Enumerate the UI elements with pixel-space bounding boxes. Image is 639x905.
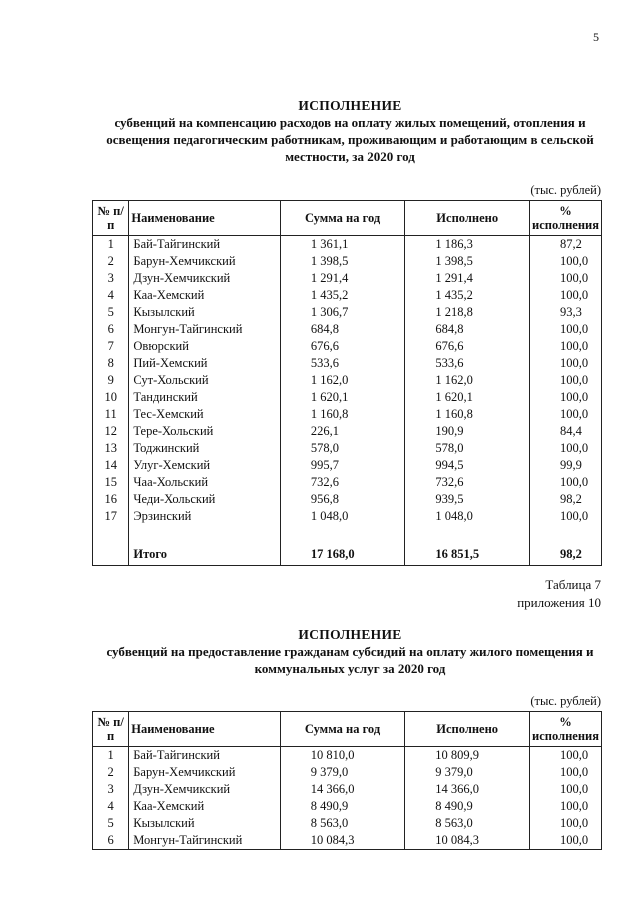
row-name: Монгун-Тайгинский [129, 832, 280, 850]
row-percent: 100,0 [530, 747, 602, 765]
header-name: Наименование [129, 201, 280, 236]
table-row [93, 474, 602, 491]
row-number: 15 [93, 474, 129, 491]
row-name: Дзун-Хемчикский [129, 781, 280, 798]
row-percent: 100,0 [530, 338, 602, 355]
table-total-row [93, 543, 602, 566]
table-note-number: Таблица 7 [545, 577, 601, 592]
row-number: 8 [93, 355, 129, 372]
row-name: Чаа-Хольский [129, 474, 280, 491]
table-row [93, 747, 602, 765]
row-executed: 14 366,0 [405, 781, 530, 798]
section1-table [92, 200, 602, 566]
header-executed: Исполнено [405, 201, 530, 236]
empty-cell [93, 525, 129, 543]
empty-cell [129, 525, 280, 543]
row-number: 4 [93, 798, 129, 815]
row-percent: 100,0 [530, 287, 602, 304]
table-row [93, 491, 602, 508]
row-number: 4 [93, 287, 129, 304]
row-executed: 1 162,0 [405, 372, 530, 389]
row-executed: 1 218,8 [405, 304, 530, 321]
row-executed: 1 435,2 [405, 287, 530, 304]
row-annual-sum: 956,8 [280, 491, 405, 508]
row-annual-sum: 684,8 [280, 321, 405, 338]
row-annual-sum: 8 563,0 [280, 815, 405, 832]
row-name: Бай-Тайгинский [129, 236, 280, 254]
row-executed: 9 379,0 [405, 764, 530, 781]
row-percent: 98,2 [530, 543, 602, 566]
header-annual-sum: Сумма на год [280, 712, 405, 747]
section1-heading [90, 97, 610, 165]
row-percent: 100,0 [530, 832, 602, 850]
row-name: Сут-Хольский [129, 372, 280, 389]
row-name: Итого [129, 543, 280, 566]
row-executed: 994,5 [405, 457, 530, 474]
table-header-row [93, 201, 602, 236]
row-number: 6 [93, 321, 129, 338]
empty-cell [530, 525, 602, 543]
table-row [93, 304, 602, 321]
row-number: 16 [93, 491, 129, 508]
row-executed: 1 048,0 [405, 508, 530, 525]
row-percent: 100,0 [530, 270, 602, 287]
table-row [93, 781, 602, 798]
row-name: Овюрский [129, 338, 280, 355]
row-name: Пий-Хемский [129, 355, 280, 372]
empty-cell [405, 525, 530, 543]
row-percent: 100,0 [530, 440, 602, 457]
row-executed: 1 186,3 [405, 236, 530, 254]
row-annual-sum: 1 306,7 [280, 304, 405, 321]
row-name: Кызылский [129, 304, 280, 321]
table-row [93, 287, 602, 304]
row-number: 10 [93, 389, 129, 406]
section2-table [92, 711, 602, 850]
header-executed: Исполнено [405, 712, 530, 747]
row-percent: 98,2 [530, 491, 602, 508]
section1-subtitle-line1: субвенций на компенсацию расходов на оплату жилых помещений, отопления и [114, 115, 586, 130]
section1-unit: (тыс. рублей) [530, 183, 601, 197]
page-number: 5 [593, 30, 599, 44]
row-number: 2 [93, 764, 129, 781]
row-number: 5 [93, 304, 129, 321]
table-row [93, 372, 602, 389]
table-row [93, 355, 602, 372]
row-name: Кызылский [129, 815, 280, 832]
row-executed: 1 160,8 [405, 406, 530, 423]
row-number: 7 [93, 338, 129, 355]
row-number: 13 [93, 440, 129, 457]
row-executed: 939,5 [405, 491, 530, 508]
header-percent: % исполнения [530, 201, 602, 236]
table-header-row [93, 712, 602, 747]
row-percent: 93,3 [530, 304, 602, 321]
row-annual-sum: 1 435,2 [280, 287, 405, 304]
row-number: 6 [93, 832, 129, 850]
row-percent: 100,0 [530, 389, 602, 406]
header-name: Наименование [129, 712, 280, 747]
row-name: Эрзинский [129, 508, 280, 525]
row-annual-sum: 8 490,9 [280, 798, 405, 815]
row-number: 3 [93, 781, 129, 798]
row-percent: 100,0 [530, 406, 602, 423]
row-number: 1 [93, 236, 129, 254]
header-percent: % исполнения [530, 712, 602, 747]
section1-title: ИСПОЛНЕНИЕ [298, 98, 402, 113]
row-annual-sum: 1 162,0 [280, 372, 405, 389]
row-number: 17 [93, 508, 129, 525]
table-row [93, 236, 602, 254]
row-percent: 100,0 [530, 781, 602, 798]
row-annual-sum: 10 810,0 [280, 747, 405, 765]
table-row [93, 270, 602, 287]
row-percent: 100,0 [530, 372, 602, 389]
row-name: Тес-Хемский [129, 406, 280, 423]
row-annual-sum: 17 168,0 [280, 543, 405, 566]
row-number: 1 [93, 747, 129, 765]
row-name: Тере-Хольский [129, 423, 280, 440]
row-executed: 1 398,5 [405, 253, 530, 270]
table-row [93, 457, 602, 474]
header-number: № п/п [93, 201, 129, 236]
row-percent: 87,2 [530, 236, 602, 254]
row-number: 5 [93, 815, 129, 832]
section1-subtitle-line3: местности, за 2020 год [285, 149, 415, 164]
row-executed: 8 563,0 [405, 815, 530, 832]
row-executed: 1 620,1 [405, 389, 530, 406]
row-annual-sum: 676,6 [280, 338, 405, 355]
row-annual-sum: 578,0 [280, 440, 405, 457]
section1-subtitle-line2: освещения педагогическим работникам, проживающим и работающим в сельской [106, 132, 594, 147]
table-row [93, 423, 602, 440]
row-annual-sum: 533,6 [280, 355, 405, 372]
table-row [93, 440, 602, 457]
section2-title: ИСПОЛНЕНИЕ [298, 627, 402, 642]
row-annual-sum: 1 291,4 [280, 270, 405, 287]
row-percent: 100,0 [530, 798, 602, 815]
row-number: 3 [93, 270, 129, 287]
table-row [93, 321, 602, 338]
row-annual-sum: 1 398,5 [280, 253, 405, 270]
row-number: 11 [93, 406, 129, 423]
row-name: Каа-Хемский [129, 798, 280, 815]
row-percent: 100,0 [530, 764, 602, 781]
row-executed: 1 291,4 [405, 270, 530, 287]
row-percent: 99,9 [530, 457, 602, 474]
row-percent: 100,0 [530, 474, 602, 491]
table-row [93, 338, 602, 355]
header-number: № п/п [93, 712, 129, 747]
row-percent: 84,4 [530, 423, 602, 440]
row-annual-sum: 226,1 [280, 423, 405, 440]
row-executed: 10 084,3 [405, 832, 530, 850]
table-row [93, 389, 602, 406]
table-note-appendix: приложения 10 [517, 595, 601, 610]
table-row [93, 764, 602, 781]
table-row [93, 508, 602, 525]
section2-subtitle-line1: субвенций на предоставление гражданам субсидий на оплату жилого помещения и [106, 644, 594, 659]
row-annual-sum: 9 379,0 [280, 764, 405, 781]
row-name: Тоджинский [129, 440, 280, 457]
table-row [93, 406, 602, 423]
row-percent: 100,0 [530, 355, 602, 372]
table-spacer-row [93, 525, 602, 543]
row-name: Барун-Хемчикский [129, 764, 280, 781]
empty-cell [280, 525, 405, 543]
row-executed: 16 851,5 [405, 543, 530, 566]
row-name: Чеди-Хольский [129, 491, 280, 508]
row-name: Дзун-Хемчикский [129, 270, 280, 287]
row-annual-sum: 995,7 [280, 457, 405, 474]
row-executed: 676,6 [405, 338, 530, 355]
row-percent: 100,0 [530, 253, 602, 270]
table-row [93, 253, 602, 270]
row-percent: 100,0 [530, 321, 602, 338]
row-name: Улуг-Хемский [129, 457, 280, 474]
section2-subtitle-line2: коммунальных услуг за 2020 год [254, 661, 446, 676]
row-executed: 684,8 [405, 321, 530, 338]
row-name: Барун-Хемчикский [129, 253, 280, 270]
row-executed: 578,0 [405, 440, 530, 457]
row-number: 2 [93, 253, 129, 270]
row-annual-sum: 1 160,8 [280, 406, 405, 423]
row-number [93, 543, 129, 566]
section2-unit: (тыс. рублей) [530, 694, 601, 708]
row-annual-sum: 1 620,1 [280, 389, 405, 406]
row-executed: 732,6 [405, 474, 530, 491]
row-name: Монгун-Тайгинский [129, 321, 280, 338]
row-number: 12 [93, 423, 129, 440]
row-annual-sum: 1 361,1 [280, 236, 405, 254]
table-row [93, 815, 602, 832]
table-row [93, 798, 602, 815]
section2-heading [90, 626, 610, 677]
table-row [93, 832, 602, 850]
row-name: Бай-Тайгинский [129, 747, 280, 765]
table-note [517, 576, 601, 612]
row-number: 14 [93, 457, 129, 474]
row-annual-sum: 14 366,0 [280, 781, 405, 798]
row-executed: 190,9 [405, 423, 530, 440]
row-annual-sum: 1 048,0 [280, 508, 405, 525]
row-percent: 100,0 [530, 508, 602, 525]
row-name: Тандинский [129, 389, 280, 406]
row-annual-sum: 10 084,3 [280, 832, 405, 850]
row-executed: 8 490,9 [405, 798, 530, 815]
row-name: Каа-Хемский [129, 287, 280, 304]
row-percent: 100,0 [530, 815, 602, 832]
row-annual-sum: 732,6 [280, 474, 405, 491]
row-executed: 533,6 [405, 355, 530, 372]
row-executed: 10 809,9 [405, 747, 530, 765]
header-annual-sum: Сумма на год [280, 201, 405, 236]
row-number: 9 [93, 372, 129, 389]
